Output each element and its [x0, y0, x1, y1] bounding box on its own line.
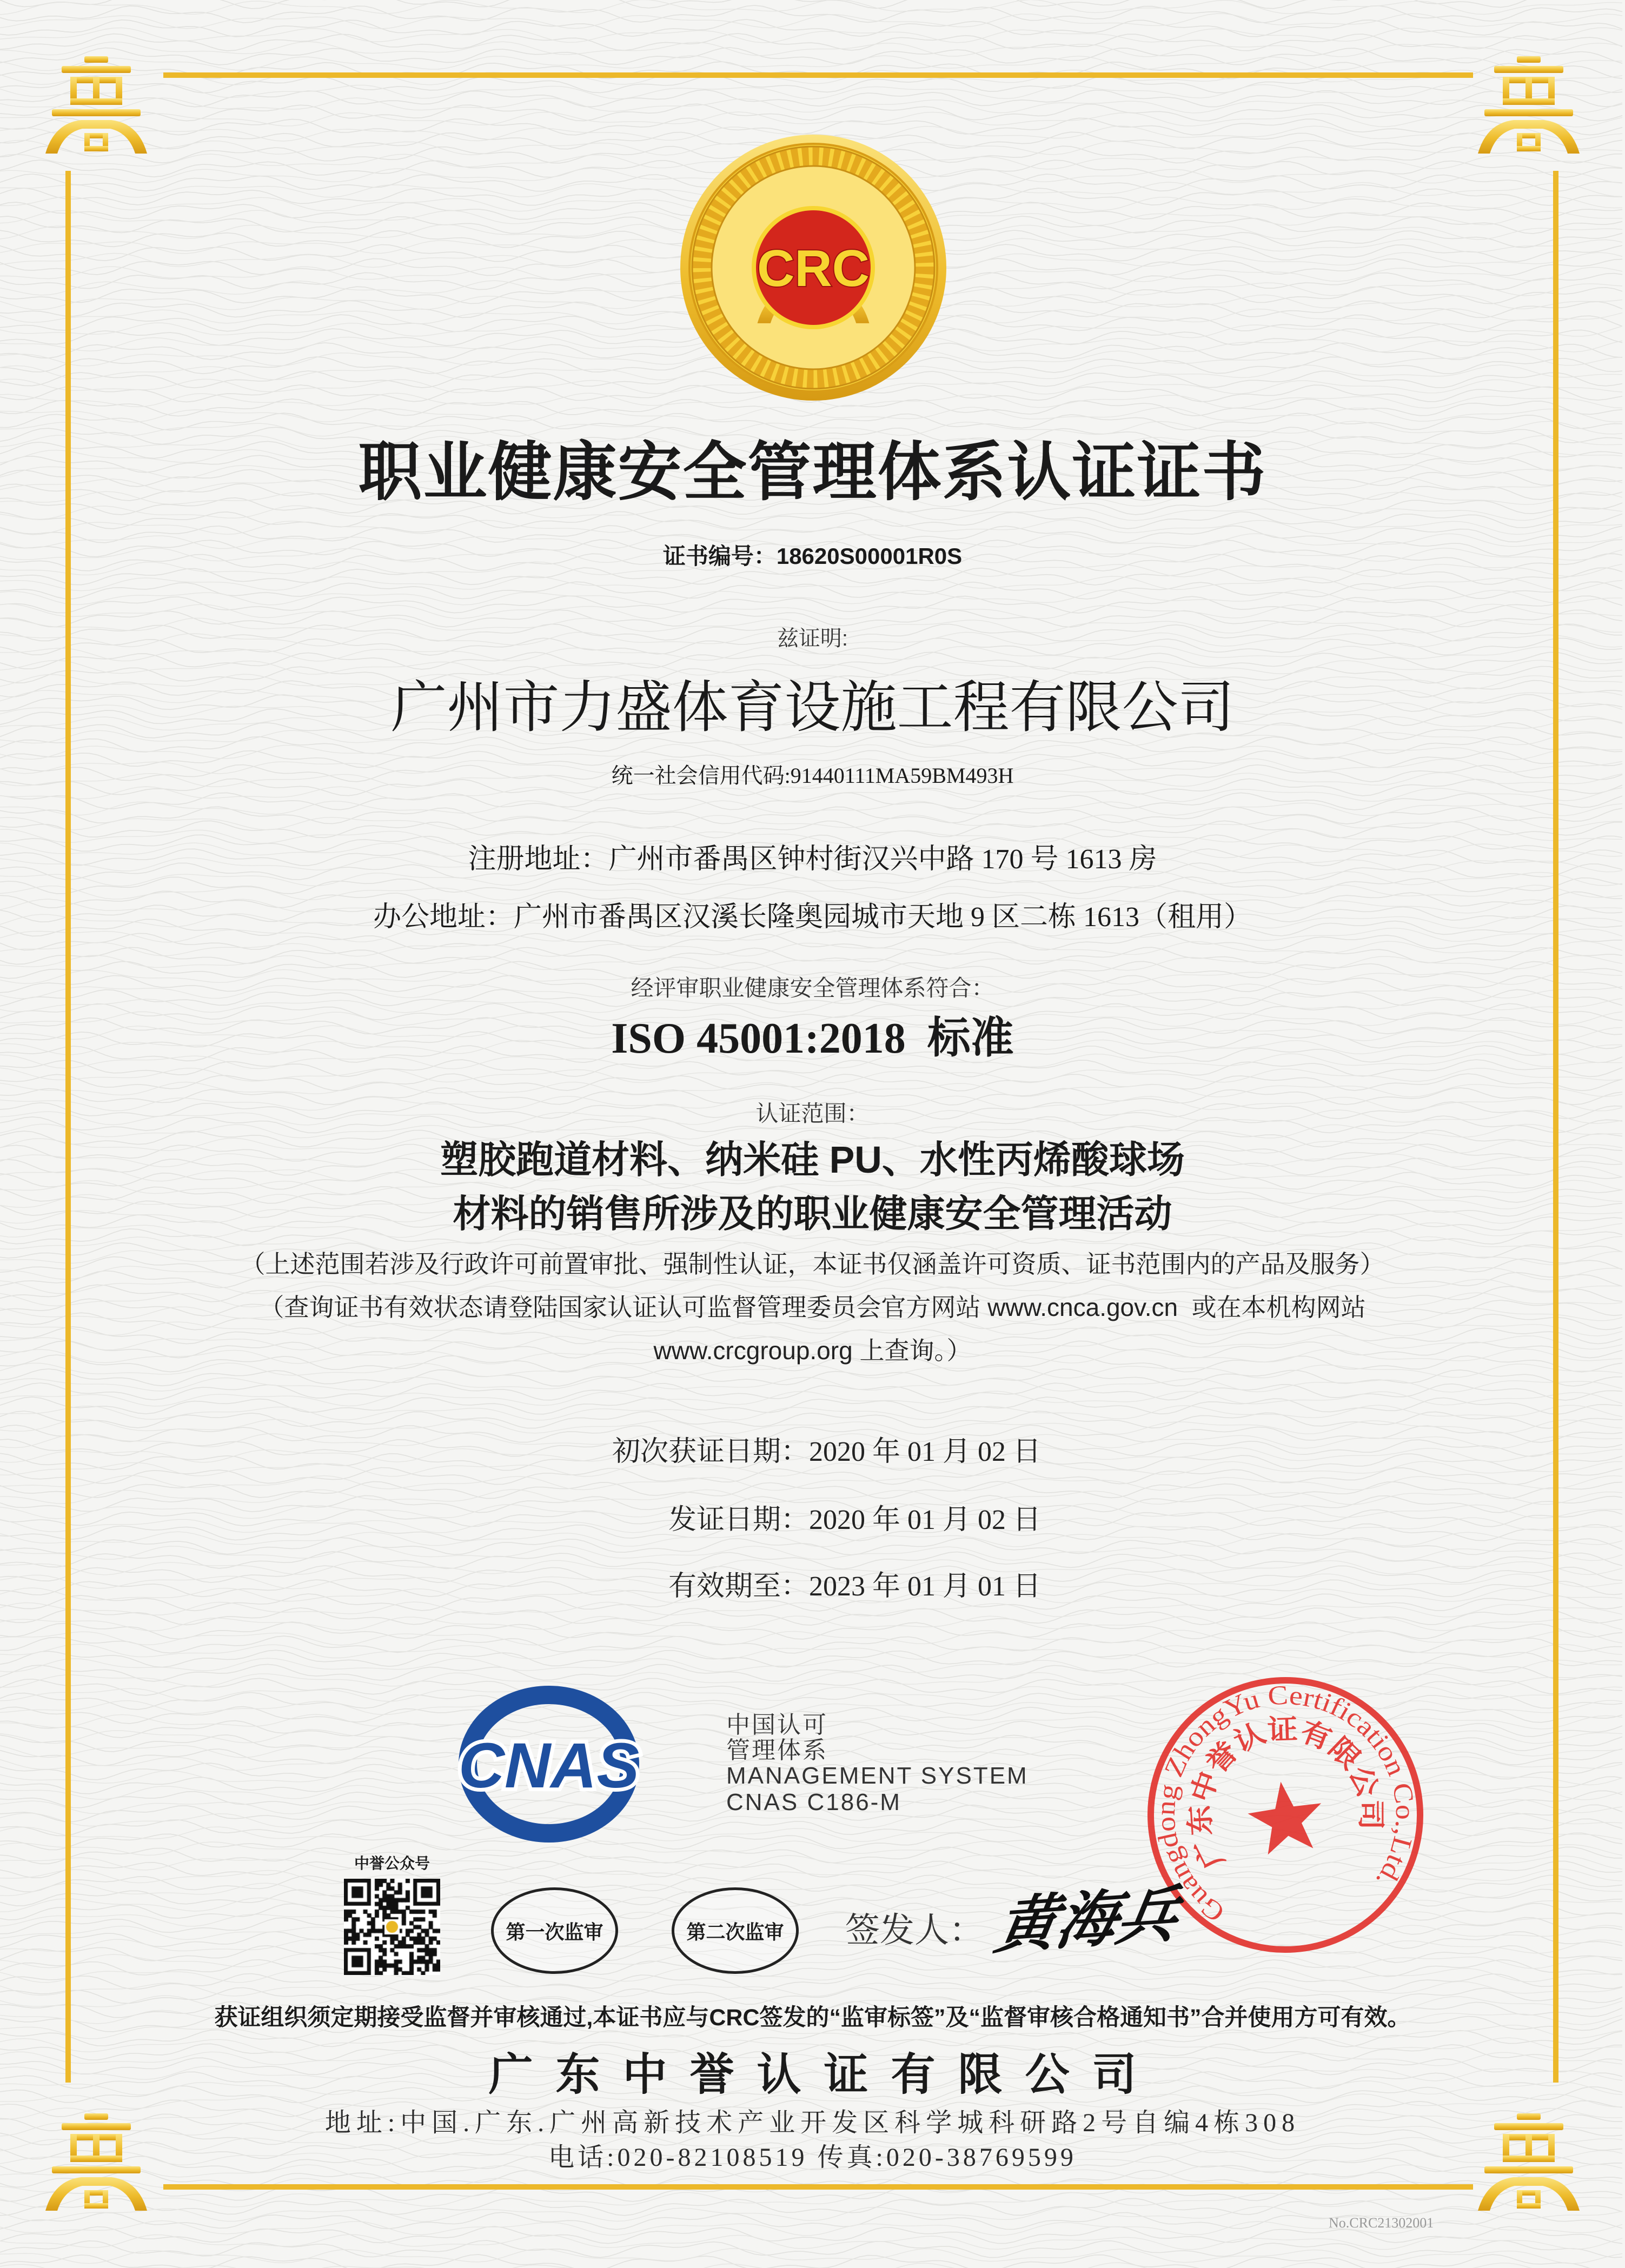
scope-note: （上述范围若涉及行政许可前置审批、强制性认证，本证书仅涵盖许可资质、证书范围内的产品及服务） — [240, 1250, 1385, 1278]
registered-address: 注册地址：广州市番禺区钟村街汉兴中路 170 号 1613 房 — [468, 844, 1157, 875]
scope-line: 材料的销售所涉及的职业健康安全管理活动 — [453, 1193, 1172, 1235]
frame-top-line — [163, 72, 1473, 78]
issuer-name: 广东中誉认证有限公司 — [488, 2050, 1159, 2099]
hereby-certify-label: 兹证明: — [777, 627, 848, 650]
scope-line: 塑胶跑道材料、纳米硅 PU、水性丙烯酸球场 — [440, 1139, 1185, 1181]
crc-logo — [678, 132, 949, 403]
expiry-date: 有效期至：2023 年 01 月 01 日 — [668, 1571, 1041, 1602]
cnas-logo-text: CNAS — [458, 1730, 640, 1801]
verification-note-continued: www.crcgroup.org 上查询。） — [653, 1336, 972, 1365]
frame-bottom-line — [163, 2184, 1473, 2190]
certificate-title: 职业健康安全管理体系认证证书 — [358, 437, 1267, 508]
handwritten-signature: 黄海兵 — [990, 1880, 1184, 1961]
issuer-address: 地址:中国.广东.广州高新技术产业开发区科学城科研路2号自编4栋308 — [324, 2109, 1301, 2137]
first-issue-date: 初次获证日期：2020 年 01 月 02 日 — [612, 1436, 1041, 1467]
accreditation-line: MANAGEMENT SYSTEM — [726, 1762, 1029, 1789]
seal-outer-text: Guangdong ZhongYu Certification Co.,Ltd. — [1150, 1679, 1421, 1929]
verification-note: （查询证书有效状态请登陆国家认证认可监督管理委员会官方网站 www.cnca.gov.cn 或在本机构网站 — [259, 1293, 1366, 1321]
corner-ornament-top-left — [42, 54, 150, 157]
wechat-qr-label: 中誉公众号 — [354, 1855, 430, 1872]
first-surveillance-stamp: 第一次监审 — [491, 1887, 618, 1974]
credit-code: 统一社会信用代码:91440111MA59BM493H — [611, 763, 1014, 788]
issue-date: 发证日期：2020 年 01 月 02 日 — [668, 1505, 1041, 1535]
seal-star-icon — [1244, 1777, 1328, 1857]
issuer-phone-fax: 电话:020-82108519 传真:020-38769599 — [548, 2143, 1077, 2172]
qr-code — [344, 1879, 440, 1975]
accreditation-line: 管理体系 — [726, 1737, 828, 1764]
accreditation-line: CNAS C186-M — [726, 1789, 901, 1815]
accreditation-line: 中国认可 — [726, 1712, 828, 1738]
conformity-statement: 经评审职业健康安全管理体系符合： — [631, 975, 994, 1001]
company-name: 广州市力盛体育设施工程有限公司 — [390, 677, 1235, 739]
crc-logo-text: CRC — [757, 240, 870, 297]
seal-inner-text: 广东中誉认证有限公司 — [1184, 1714, 1387, 1874]
company-seal — [1145, 1674, 1426, 1956]
scope-label: 认证范围： — [755, 1101, 870, 1126]
second-surveillance-stamp: 第二次监审 — [672, 1887, 799, 1974]
office-address: 办公地址：广州市番禺区汉溪长隆奥园城市天地 9 区二栋 1613（租用） — [373, 902, 1252, 933]
cnas-logo — [441, 1685, 657, 1844]
corner-ornament-top-right — [1475, 54, 1583, 157]
serial-number: No.CRC21302001 — [1329, 2215, 1434, 2231]
standard-name: ISO 45001:2018 标准 — [611, 1015, 1014, 1062]
certificate-number: 证书编号：18620S00001R0S — [662, 543, 963, 569]
signatory-label: 签发人： — [845, 1911, 984, 1950]
validity-notice: 获证组织须定期接受监督并审核通过,本证书应与CRC签发的“监审标签”及“监督审核合格通知书”合并使用方可有效。 — [214, 2005, 1411, 2031]
